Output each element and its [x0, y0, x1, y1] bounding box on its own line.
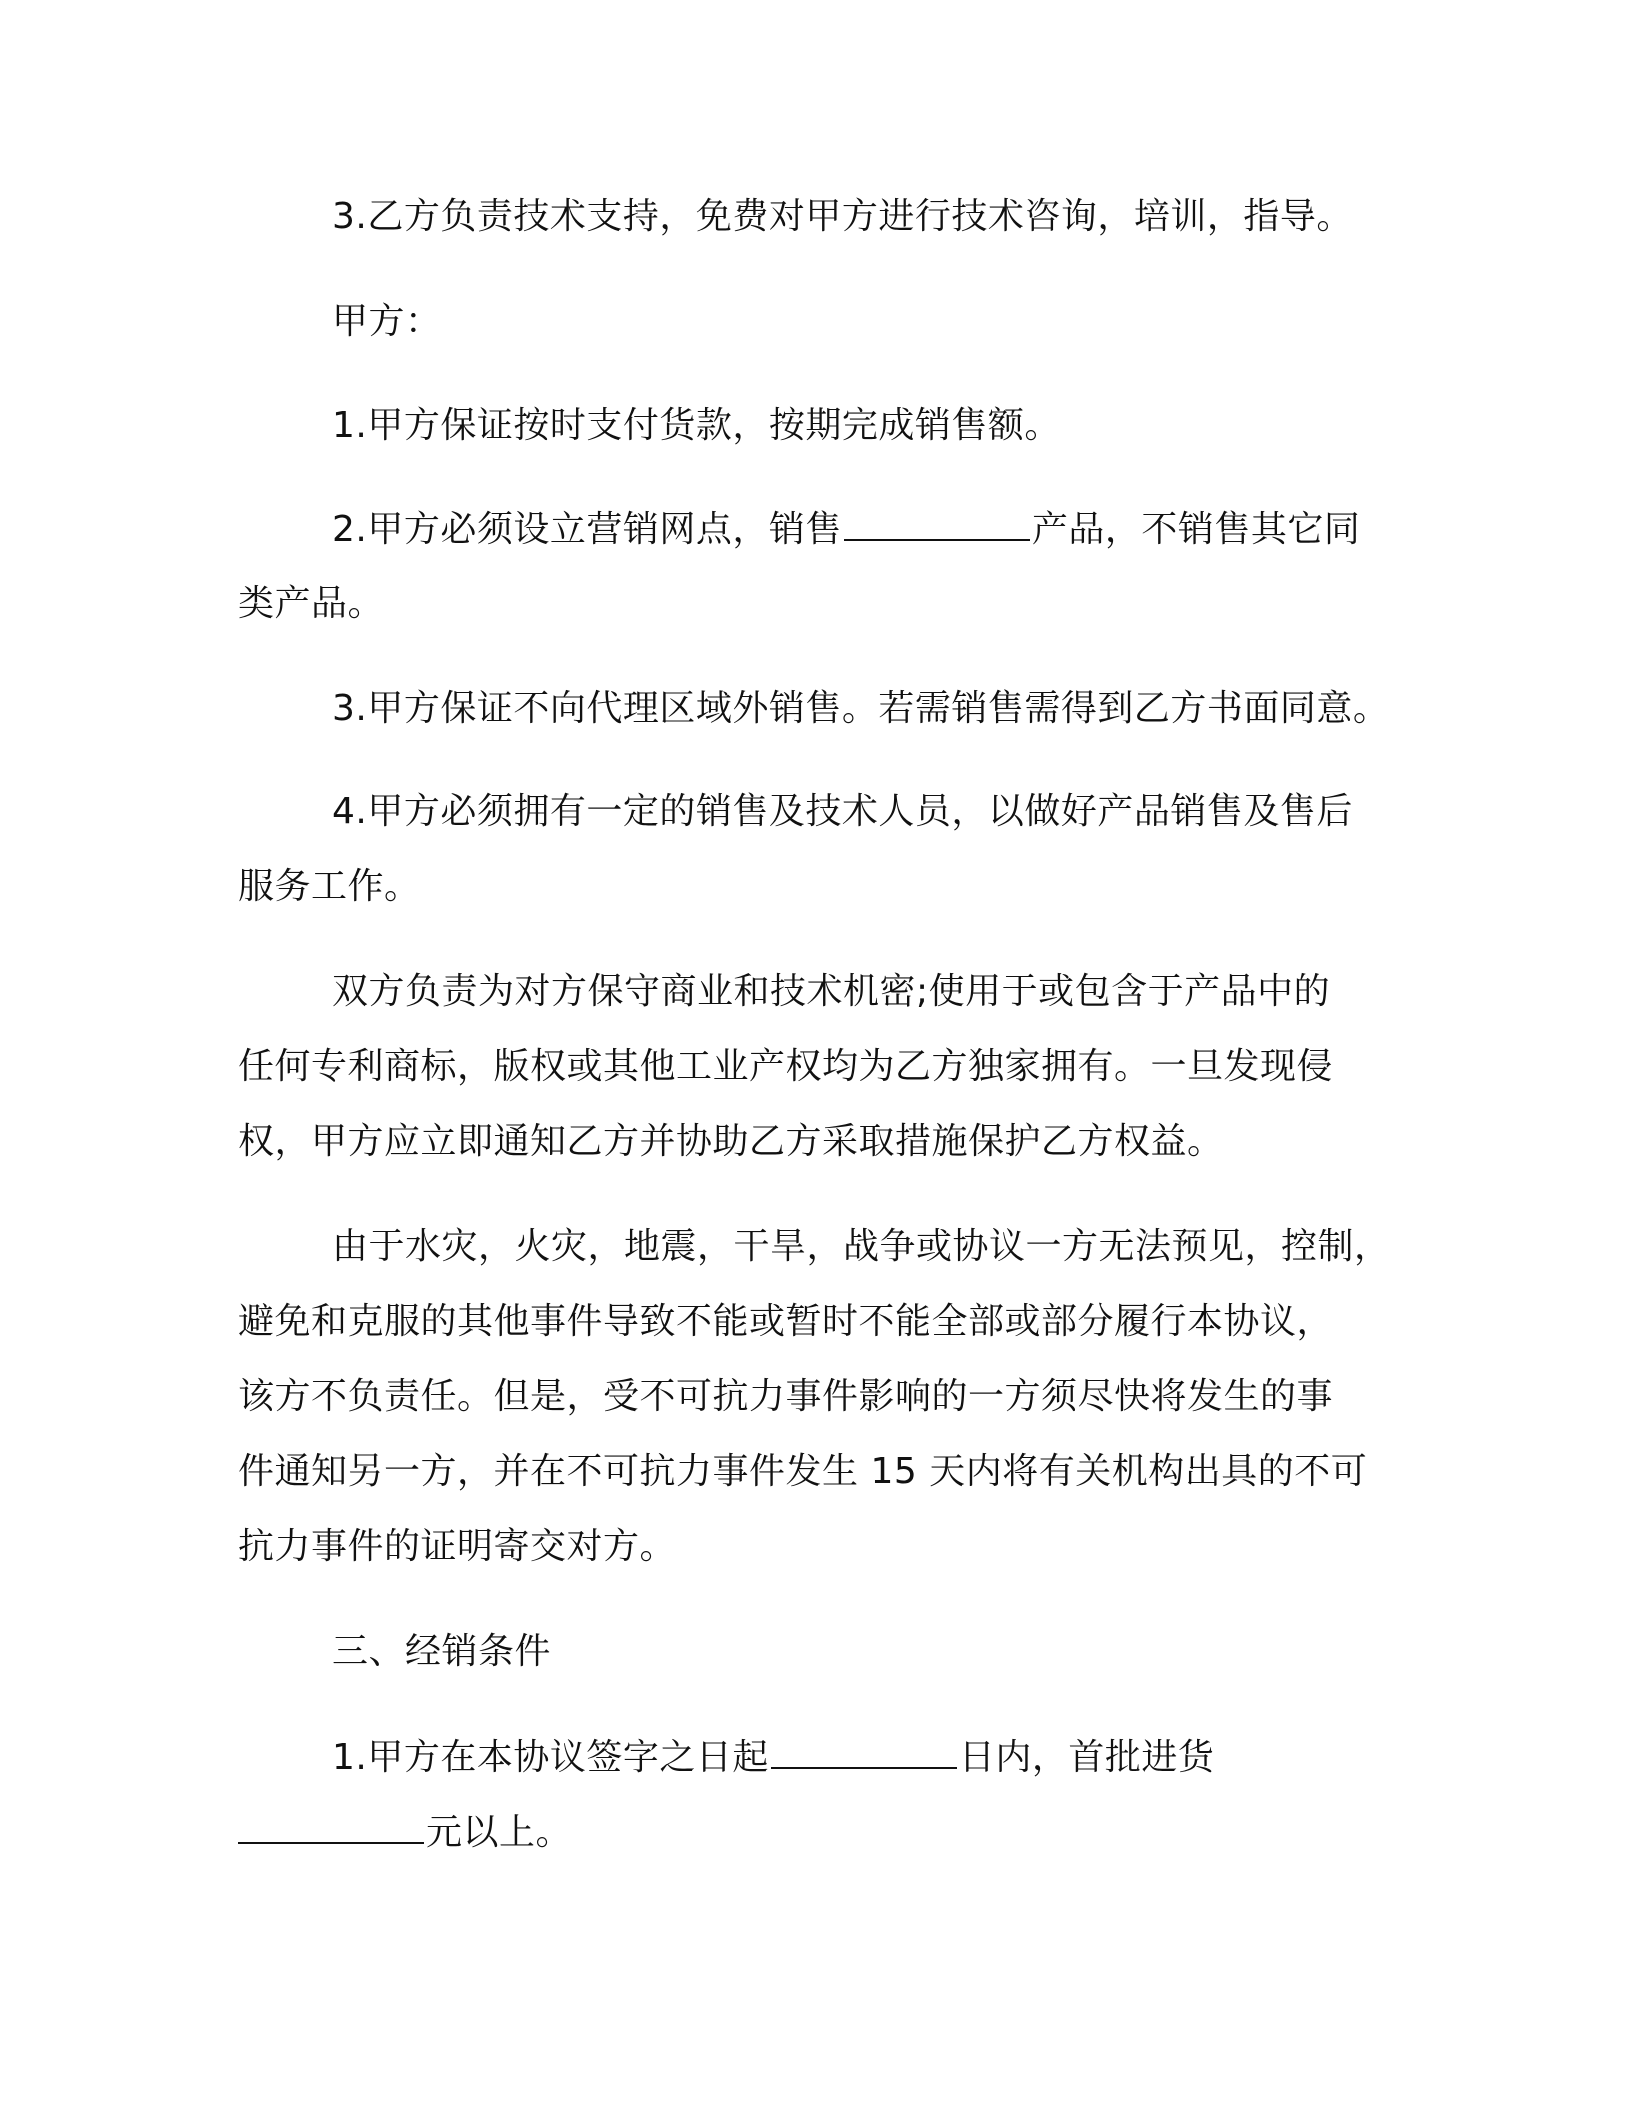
fill-blank-days: [771, 1733, 957, 1769]
paragraph-yi-tech-support: 3.乙方负责技术支持，免费对甲方进行技术咨询，培训，指导。: [332, 196, 1353, 237]
text-segment: 元以上。: [426, 1812, 573, 1853]
paragraph-jia-staff: 4.甲方必须拥有一定的销售及技术人员，以做好产品销售及售后: [332, 791, 1353, 832]
section-heading-distribution: 三、经销条件: [332, 1631, 552, 1672]
paragraph-jia-staff-cont: 服务工作。: [238, 866, 421, 907]
paragraph-first-order-cont: [238, 1808, 572, 1857]
paragraph-jia-payment: 1.甲方保证按时支付货款，按期完成销售额。: [332, 405, 1061, 446]
paragraph-confidentiality: 双方负责为对方保守商业和技术机密;使用于或包含于产品中的: [332, 971, 1331, 1012]
paragraph-jia-sales-network: [332, 505, 1360, 554]
paragraph-force-majeure-cont: 抗力事件的证明寄交对方。: [238, 1526, 677, 1567]
text-segment: 日内，首批进货: [958, 1737, 1215, 1778]
fill-blank-product: [844, 505, 1030, 541]
text-segment: 2.甲方必须设立营销网点，销售: [332, 509, 842, 550]
paragraph-jia-region: 3.甲方保证不向代理区域外销售。若需销售需得到乙方书面同意。: [332, 688, 1390, 729]
text-segment: 产品，不销售其它同: [1031, 509, 1361, 550]
paragraph-jia-sales-network-cont: 类产品。: [238, 583, 385, 624]
paragraph-force-majeure: 由于水灾，火灾，地震，干旱，战争或协议一方无法预见，控制，: [332, 1226, 1391, 1267]
heading-jia-fang: 甲方：: [332, 301, 442, 342]
paragraph-force-majeure-cont: 该方不负责任。但是，受不可抗力事件影响的一方须尽快将发生的事: [238, 1376, 1334, 1417]
paragraph-confidentiality-cont: 权，甲方应立即通知乙方并协助乙方采取措施保护乙方权益。: [238, 1121, 1224, 1162]
fill-blank-amount: [238, 1808, 424, 1844]
paragraph-force-majeure-cont: 避免和克服的其他事件导致不能或暂时不能全部或部分履行本协议，: [238, 1301, 1334, 1342]
paragraph-confidentiality-cont: 任何专利商标，版权或其他工业产权均为乙方独家拥有。一旦发现侵: [238, 1046, 1334, 1087]
paragraph-first-order: [332, 1733, 1214, 1782]
paragraph-force-majeure-cont: 件通知另一方，并在不可抗力事件发生 15 天内将有关机构出具的不可: [238, 1451, 1368, 1492]
text-segment: 1.甲方在本协议签字之日起: [332, 1737, 769, 1778]
